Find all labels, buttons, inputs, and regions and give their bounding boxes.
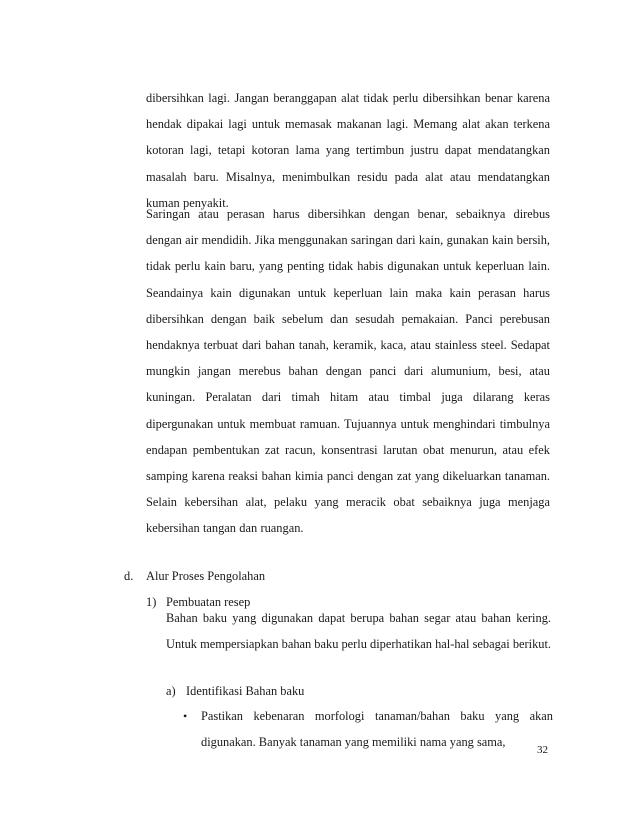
- section-heading: [124, 565, 265, 587]
- paragraph-raw-materials: Bahan baku yang digunakan dapat berupa bahan segar atau bahan kering. Untuk mempersiapkan bahan baku perlu diperhatikan hal-hal sebagai berikut.: [166, 611, 552, 652]
- subsection-title: Pembuatan resep: [166, 595, 251, 609]
- subsection-marker: 1): [146, 595, 157, 609]
- section-title: Alur Proses Pengolahan: [146, 569, 266, 583]
- bullet-text: Pastikan kebenaran morfologi tanaman/bahan baku yang akan digunakan. Banyak tanaman yang memiliki nama yang sama,: [201, 709, 553, 750]
- page-number: 32: [537, 744, 548, 756]
- subsubsection-title: Identifikasi Bahan baku: [186, 684, 305, 698]
- subsubsection-marker: a): [166, 684, 176, 698]
- bullet-list-item: [183, 703, 553, 755]
- paragraph-strainer-and-pots: Saringan atau perasan harus dibersihkan dengan benar, sebaiknya direbus dengan air mendidih. Jika menggunakan saringan dari kain, gunakan kain bersih, tidak perlu kain baru, yang penting tidak habis digunakan untuk keperluan lain. Seandainya kain digunakan untuk keperluan lain maka kain perasan harus dibersihkan dengan baik sebelum dan sesudah pemakaian. Panci perebusan hendaknya terbuat dari bahan tanah, keramik, kaca, atau stainless steel. Sedapat mungkin jangan merebus bahan dengan panci dari alumunium, besi, atau kuningan. Peralatan dari timah hitam atau timbal juga dilarang keras dipergunakan untuk membuat ramuan. Tujuannya untuk menghindari timbulnya endapan pembentukan zat racun, konsentrasi larutan obat menurun, atau efek samping karena reaksi bahan kimia panci dengan zat yang dikeluarkan tanaman. Selain kebersihan alat, pelaku yang meracik obat sebaiknya juga menjaga kebersihan tangan dan ruangan.: [146, 207, 550, 536]
- subsubsection-heading: [166, 680, 304, 702]
- section-marker: d.: [124, 569, 134, 583]
- paragraph-cleaning-tools: dibersihkan lagi. Jangan beranggapan alat tidak perlu dibersihkan benar karena hendak dipakai lagi untuk memasak makanan lagi. Memang alat akan terkena kotoran lagi, tetapi kotoran lama yang tertimbun justru dapat mendatangkan masalah baru. Misalnya, menimbulkan residu pada alat atau mendatangkan kuman penyakit.: [146, 91, 550, 210]
- bullet-icon: •: [183, 709, 188, 723]
